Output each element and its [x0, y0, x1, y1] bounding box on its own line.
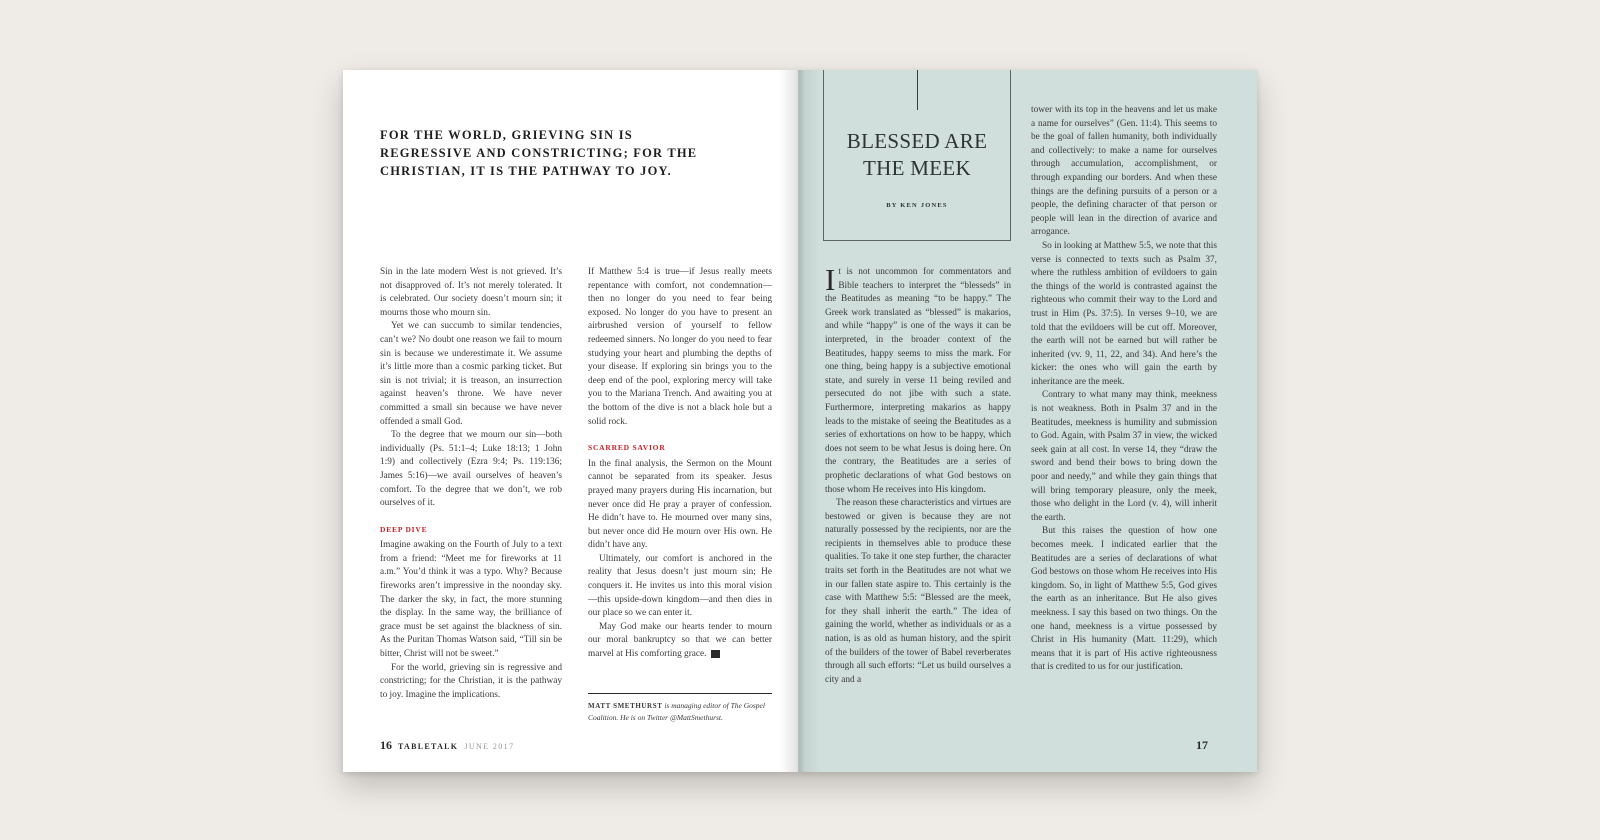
article-title [823, 128, 1011, 182]
left-folio [380, 738, 514, 753]
paragraph: Ultimately, our comfort is anchored in the reality that Jesus doesn’t just mourn sin; He conquers it. He invites us into this moral vision—this upside-down kingdom—and then dies in our place so we can enter it. [588, 553, 772, 619]
paragraph: For the world, grieving sin is regressive and constricting; for the Christian, it is the pathway to joy. Imagine the implications. [380, 662, 562, 700]
left-column-2 [588, 266, 772, 662]
paragraph: If Matthew 5:4 is true—if Jesus really meets repentance with comfort, not condemnation—then no longer do you need to fear being exposed. No longer do you have to present an airbrushed version of yourself to fellow redeemed sinners. No longer do you need to fear studying your heart and plumbing the depths of your disease. If exploring sin brings you to the deep end of the pool, exploring mercy will take you to the Mariana Trench. And awaiting you at the bottom of the dive is not a black hole but a solid rock. [588, 267, 772, 427]
page-gutter [780, 70, 820, 772]
paragraph [825, 262, 1011, 497]
paragraph: So in looking at Matthew 5:5, we note that this verse is connected to texts such as Psalm 37, where the ruthless ambition of evildoers to gain the things of the world is contrasted against the righteous who commit their way to the Lord and trust in Him (Ps. 37:5). In verses 9–10, we are told that the evildoers will be cut off. Moreover, the earth will not be earned but will rather be inherited (vv. 9, 11, 22, and 34). And here’s the kicker: the ones who will gain the earth by inheritance are the meek. [1031, 240, 1217, 387]
paragraph: The reason these characteristics and virtues are bestowed or given is because they are not naturally possessed by the recipients, nor are the recipients in themselves able to produce these qualities. To take it one step further, the character traits set forth in the Beatitudes are not what we in our fallen state aspire to. This certainly is the case with Matthew 5:5: “Blessed are the meek, for they shall inherit the earth.” The idea of gaining the world, whether as individuals or as a nation, is as old as human history, and the spirit of the builders of the tower of Babel reverberates through all such efforts: “Let us build ourselves a city and a [825, 498, 1012, 685]
paragraph [588, 621, 772, 662]
left-column-1 [380, 266, 562, 702]
paragraph: Contrary to what many may think, meekness is not weakness. Both in Psalm 37 and in the Beatitudes, meekness is humility and submission to God. Again, with Psalm 37 in view, the wicked seek gain at all cost. In verse 14, they “draw the sword and bend their bows to bring down the poor and needy,” and while they gain things that will bring temporary pleasure, only the meek, those who delight in the Lord (v. 4), will inherit the earth. [1031, 390, 1217, 523]
right-column-1 [825, 262, 1012, 687]
paragraph: Yet we can succumb to similar tendencies, can’t we? No doubt one reason we fail to mourn sin is because we underestimate it. We assume it’s little more than a cosmic parking ticket. But sin is not trivial; it is treason, an insurrection against heaven’s throne. We have never committed a small sin because we have never offended a small God. [380, 321, 562, 427]
author-name: MATT SMETHURST [588, 702, 663, 710]
right-column-2 [1031, 104, 1217, 675]
bio-rule [588, 693, 772, 694]
paragraph: In the final analysis, the Sermon on the Mount cannot be separated from its speaker. Jesus prayed many prayers during His incarnation, but never once did He pray a prayer of confession. He didn’t have to. He mourned over many sins, but never once did He mourn over His own. He didn’t have any. [588, 458, 772, 551]
issue-date: JUNE 2017 [464, 742, 515, 751]
final-paragraph-text: May God make our hearts tender to mourn our moral bankruptcy so that we can better marvel at His comforting grace. [588, 621, 772, 660]
paragraph: Sin in the late modern West is not grieved. It’s not disapproved of. It’s not merely tolerated. It is celebrated. Our society doesn’t mourn sin; it mourns those who mourn sin. [380, 267, 562, 318]
end-mark-icon [711, 650, 720, 658]
first-paragraph-text: t is not uncommon for commentators and Bible teachers to interpret the “blesseds” in the Beatitudes as meaning “to be happy.” The Greek work translated as “blessed” is makarios, and while “happy” is one of the ways it can be interpreted, in the broader context of the Beatitudes, happy seems to miss the mark. For one thing, being happy is a subjective emotional state, and surely in verse 11 being reviled and persecuted do not jibe with such a state. Furthermore, interpreting makarios as happy leads to the mistake of seeing the Beatitudes as a series of exhortations on how to be happy, which does not seem to be what Jesus is doing here. On the contrary, the Beatitudes are a series of prophetic declarations of what God bestows on those whom He receives into His kingdom. [825, 267, 1011, 495]
drop-cap: I [825, 262, 836, 297]
paragraph: Imagine awaking on the Fourth of July to a text from a friend: “Meet me for fireworks at 11 a.m.” You’d think it was a typo. Why? Because fireworks aren’t impressive in the noonday sky. The darker the sky, in fact, the more stunning the display. In the same way, the brilliance of grace must be set against the blackness of sin. As the Puritan Thomas Watson said, “Till sin be bitter, Christ will not be sweet.” [380, 540, 562, 660]
author-bio [588, 700, 772, 724]
paragraph: To the degree that we mourn our sin—both individually (Ps. 51:1–4; Luke 18:13; 1 John 1:9) and collectively (Ezra 9:4; Ps. 119:136; James 5:16)—we avail ourselves of heaven’s comfort. To the degree that we don’t, we rob ourselves of it. [380, 430, 562, 509]
pull-quote: FOR THE WORLD, GRIEVING SIN IS REGRESSIVE AND CONSTRICTING; FOR THE CHRISTIAN, IT IS THE PATHWAY TO JOY. [380, 128, 698, 178]
page-number-right: 17 [1196, 738, 1208, 752]
title-line-2: THE MEEK [863, 156, 971, 180]
title-rule [917, 70, 918, 110]
page-number-left: 16 [380, 738, 392, 752]
paragraph: tower with its top in the heavens and let us make a name for ourselves” (Gen. 11:4). This seems to be the goal of fallen humanity, both individually and collectively: to make a name for ourselves through accumulation, accomplishment, or through expanding our borders. And when these things are the defining pursuits of a person or a people, the defining character of that person or people will lean in the direction of avarice and arrogance. [1031, 105, 1217, 238]
paragraph: But this raises the question of how one becomes meek. I indicated earlier that the Beatitudes are a series of declarations of what God bestows on those whom He receives into His kingdom. So, in light of Matthew 5:5, God gives the earth as an inheritance. But He also gives meekness. I say this based on two things. On the one hand, meekness is a virtue possessed by Christ in His humanity (Matt. 11:29), which means that it is part of His active righteousness that is credited to us for our justification. [1031, 526, 1217, 673]
subhead-scarred-savior: SCARRED SAVIOR [588, 443, 666, 453]
author-bio-text: is managing editor of The Gospel Coalition. He is on Twitter @MattSmethurst. [588, 701, 765, 722]
title-line-1: BLESSED ARE [846, 129, 988, 153]
byline: BY KEN JONES [886, 202, 948, 209]
magazine-name: TABLETALK [398, 742, 459, 751]
subhead-deep-dive: DEEP DIVE [380, 524, 428, 534]
